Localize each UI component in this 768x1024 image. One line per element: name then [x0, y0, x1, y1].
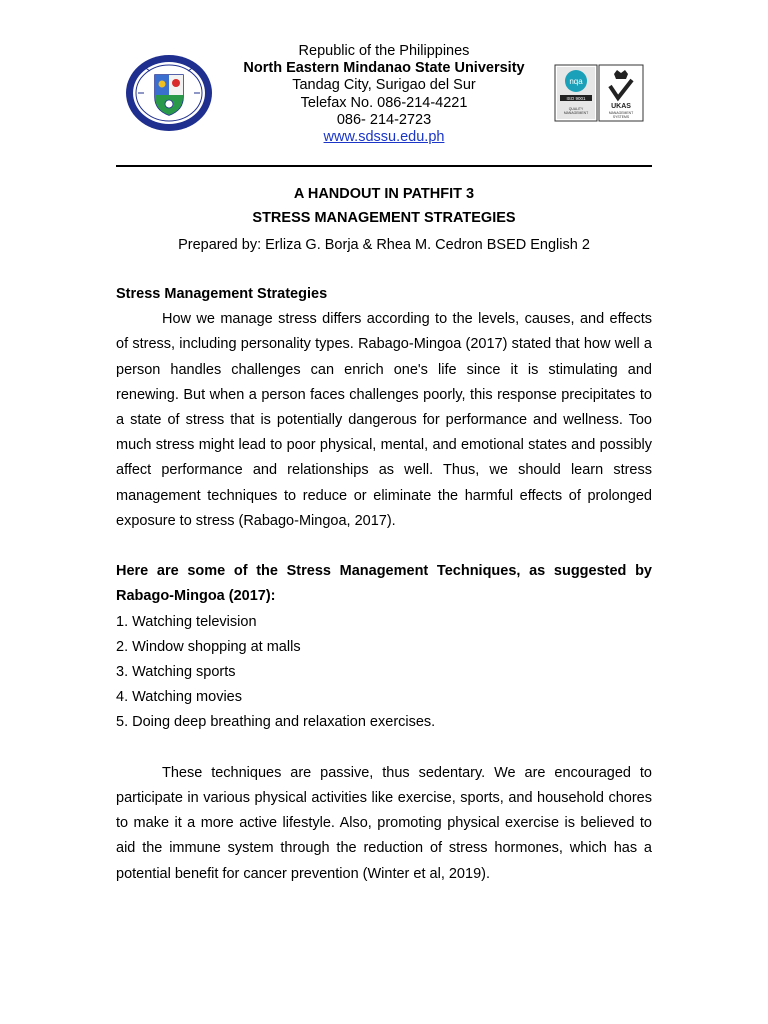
svg-text:ISO 9001: ISO 9001	[566, 96, 586, 101]
iso-ukas-certification-icon	[554, 64, 644, 122]
header-divider	[116, 165, 652, 167]
university-name: North Eastern Mindanao State University	[243, 60, 525, 77]
paragraph-passive-techniques: These techniques are passive, thus sedentary. We are encouraged to participate in various physical activities like exercise, sports, and household chores to make it a more active lifestyle. Also, promoting physical exercise is believed to aid the immune system through the reduction of stress hormones, which has a potential benefit for cancer prevention (Winter et al, 2019).	[116, 764, 652, 882]
techniques-list	[116, 610, 652, 736]
list-item: 1. Watching television	[116, 613, 257, 630]
svg-text:SYSTEMS: SYSTEMS	[612, 115, 630, 119]
handout-subtitle: STRESS MANAGEMENT STRATEGIES	[252, 210, 516, 226]
section-heading: Stress Management Strategies	[116, 286, 328, 302]
list-item: 4. Watching movies	[116, 689, 242, 706]
list-item: 2. Window shopping at malls	[116, 638, 301, 655]
website-link[interactable]: www.sdssu.edu.ph	[323, 129, 445, 146]
phone-line: 086- 214-2723	[336, 111, 432, 128]
techniques-heading: Here are some of the Stress Management Techniques, as suggested by Rabago-Mingoa (2017):	[116, 563, 652, 605]
paragraph-stress-management: How we manage stress differs according to the levels, causes, and effects of stress, including personality types. Rabago-Mingoa (2017) stated that how well a person handles challenges can enrich one's life since it is stimulating and renewing. But when a person faces challenges poorly, this response precipitates to a state of stress that is potentially dangerous for performance and wellness. Too much stress might lead to poor physical, mental, and emotional states and possibly affect performance and relationships as well. Thus, we should learn stress management techniques to reduce or eliminate the harmful effects of prolonged exposure to stress (Rabago-Mingoa, 2017).	[116, 311, 652, 529]
svg-text:MANAGEMENT: MANAGEMENT	[608, 111, 634, 115]
svg-text:QUALITY: QUALITY	[568, 107, 584, 111]
svg-text:MANAGEMENT: MANAGEMENT	[563, 111, 589, 115]
handout-titles	[116, 182, 652, 260]
list-item: 3. Watching sports	[116, 664, 236, 681]
prepared-by: Prepared by: Erliza G. Borja & Rhea M. Cedron BSED English 2	[178, 237, 590, 253]
handout-title: A HANDOUT IN PATHFIT 3	[293, 186, 475, 202]
svg-text:UKAS: UKAS	[611, 103, 631, 110]
svg-text:nqa: nqa	[569, 77, 583, 86]
address-line: Tandag City, Surigao del Sur	[292, 77, 476, 94]
handout-body	[116, 282, 652, 887]
list-item: 5. Doing deep breathing and relaxation exercises.	[116, 714, 436, 731]
telefax-line: Telefax No. 086-214-4221	[300, 94, 468, 111]
letterhead	[116, 40, 652, 158]
republic-line: Republic of the Philippines	[298, 43, 470, 59]
